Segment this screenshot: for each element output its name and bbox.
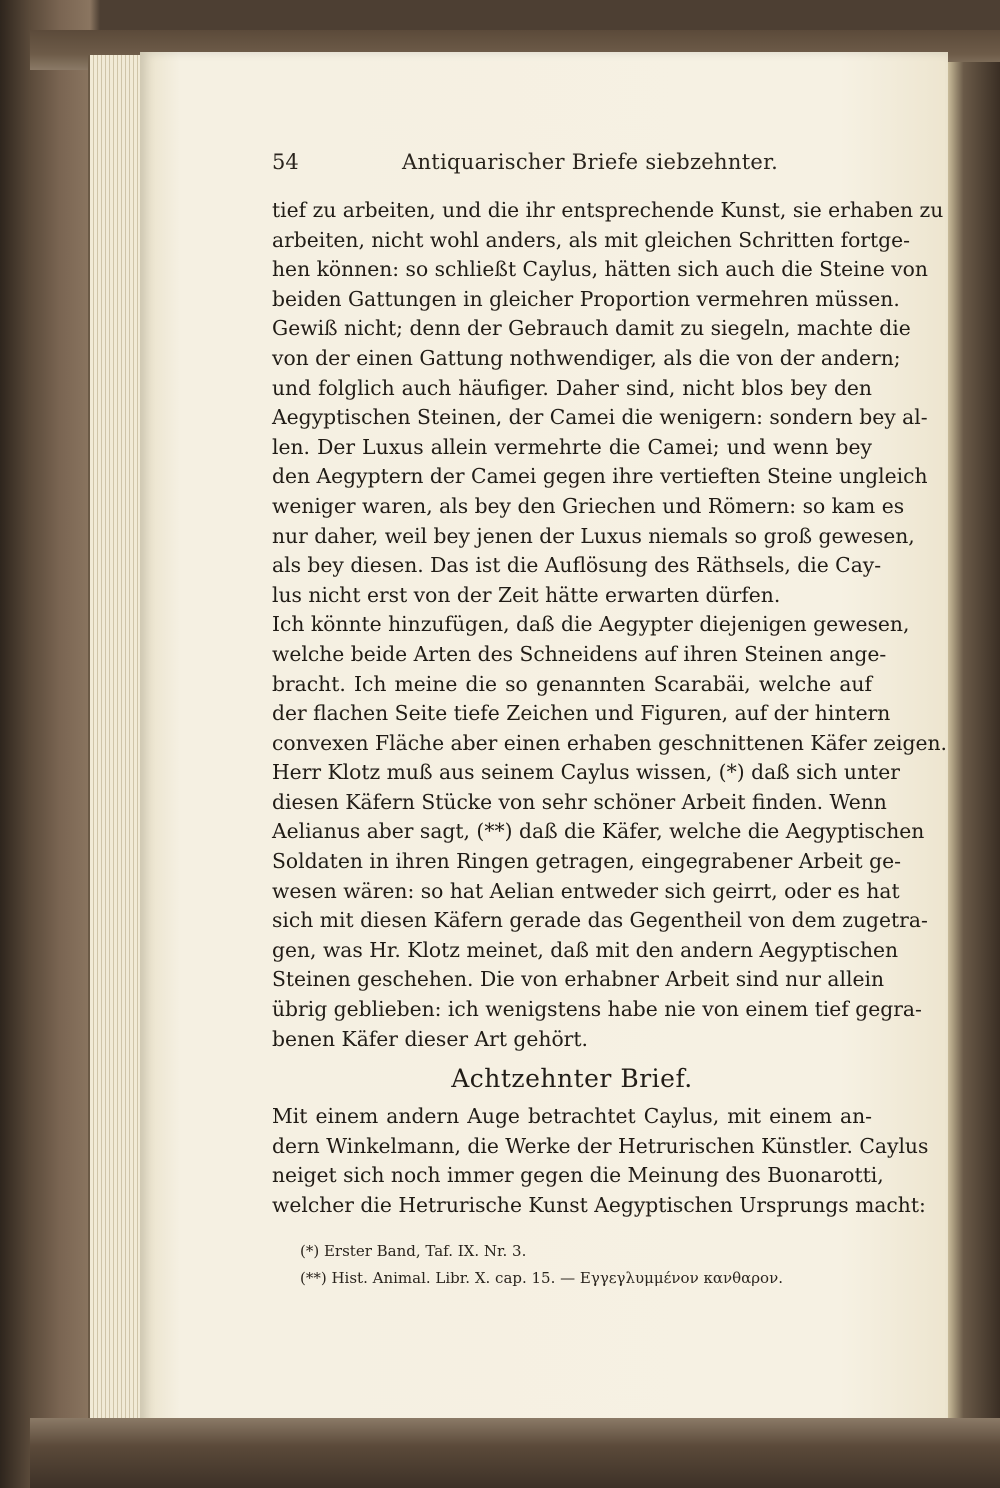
text-line: welcher die Hetrurische Kunst Aegyptischen Ursprungs macht: — [272, 1193, 926, 1217]
page-header — [272, 150, 872, 182]
book-bottom-edge — [30, 1418, 1000, 1488]
book-right-edge — [948, 62, 1000, 1432]
section-heading: Achtzehnter Brief. — [451, 1064, 693, 1094]
running-title: Antiquarischer Briefe siebzehnter. — [402, 150, 779, 174]
text-line: gen, was Hr. Klotz meinet, daß mit den andern Aegyptischen — [272, 937, 899, 962]
text-line: Herr Klotz muß aus seinem Caylus wissen, (*) daß sich unter — [272, 760, 900, 785]
text-line: Aegyptischen Steinen, der Camei die wenigern: sondern bey al- — [272, 405, 928, 430]
text-line: Soldaten in ihren Ringen getragen, eingegrabener Arbeit ge- — [272, 849, 901, 874]
text-line: neiget sich noch immer gegen die Meinung des Buonarotti, — [272, 1163, 884, 1188]
text-line: hen können: so schließt Caylus, hätten sich auch die Steine von — [272, 257, 928, 282]
text-line: der flachen Seite tiefe Zeichen und Figuren, auf der hintern — [272, 701, 891, 726]
text-line: welche beide Arten des Schneidens auf ihren Steinen ange- — [272, 641, 887, 666]
text-line: den Aegyptern der Camei gegen ihre vertieften Steine ungleich — [272, 464, 928, 489]
text-line: weniger waren, als bey den Griechen und Römern: so kam es — [272, 493, 905, 518]
text-line: len. Der Luxus allein vermehrte die Camei; und wenn bey — [272, 434, 872, 459]
text-line: übrig geblieben: ich wenigstens habe nie von einem tief gegra- — [272, 997, 922, 1022]
page-number: 54 — [272, 150, 299, 174]
page-body — [272, 196, 947, 1221]
footnote: (**) Hist. Animal. Libr. X. cap. 15. — Εγγεγλυμμένον κανθαρον. — [300, 1269, 783, 1287]
text-line: beiden Gattungen in gleicher Proportion vermehren müssen. — [272, 286, 900, 311]
text-line: lus nicht erst von der Zeit hätte erwarten dürfen. — [272, 582, 781, 607]
text-line: Steinen geschehen. Die von erhabner Arbeit sind nur allein — [272, 967, 885, 992]
text-line: benen Käfer dieser Art gehört. — [272, 1026, 588, 1051]
letter-18-text — [272, 1102, 929, 1220]
text-line: convexen Fläche aber einen erhaben geschnittenen Käfer zeigen. — [272, 730, 947, 755]
text-line: als bey diesen. Das ist die Auflösung des Räthsels, die Cay- — [272, 553, 882, 578]
text-line: bracht. Ich meine die so genannten Scarabäi, welche auf — [272, 671, 872, 696]
text-line: Mit einem andern Auge betrachtet Caylus, mit einem an- — [272, 1104, 872, 1129]
letter-17-text — [272, 196, 947, 1054]
text-line: wesen wären: so hat Aelian entweder sich geirrt, oder es hat — [272, 878, 900, 903]
text-line: nur daher, weil bey jenen der Luxus niemals so groß gewesen, — [272, 523, 915, 548]
text-line: von der einen Gattung nothwendiger, als die von der andern; — [272, 345, 901, 370]
text-line: dern Winkelmann, die Werke der Hetrurischen Künstler. Caylus — [272, 1133, 929, 1158]
text-line: Gewiß nicht; denn der Gebrauch damit zu siegeln, machte die — [272, 316, 911, 341]
footnotes — [300, 1238, 880, 1292]
text-line: tief zu arbeiten, und die ihr entsprechende Kunst, sie erhaben zu — [272, 198, 944, 222]
text-line: Ich könnte hinzufügen, daß die Aegypter diejenigen gewesen, — [272, 612, 910, 637]
text-line: diesen Käfern Stücke von sehr schöner Arbeit finden. Wenn — [272, 789, 887, 814]
text-line: und folglich auch häufiger. Daher sind, nicht blos bey den — [272, 375, 872, 400]
text-line: sich mit diesen Käfern gerade das Gegentheil von dem zugetra- — [272, 908, 928, 933]
text-line: arbeiten, nicht wohl anders, als mit gleichen Schritten fortge- — [272, 227, 910, 252]
footnote: (*) Erster Band, Taf. IX. Nr. 3. — [300, 1242, 527, 1260]
text-line: Aelianus aber sagt, (**) daß die Käfer, welche die Aegyptischen — [272, 819, 925, 844]
